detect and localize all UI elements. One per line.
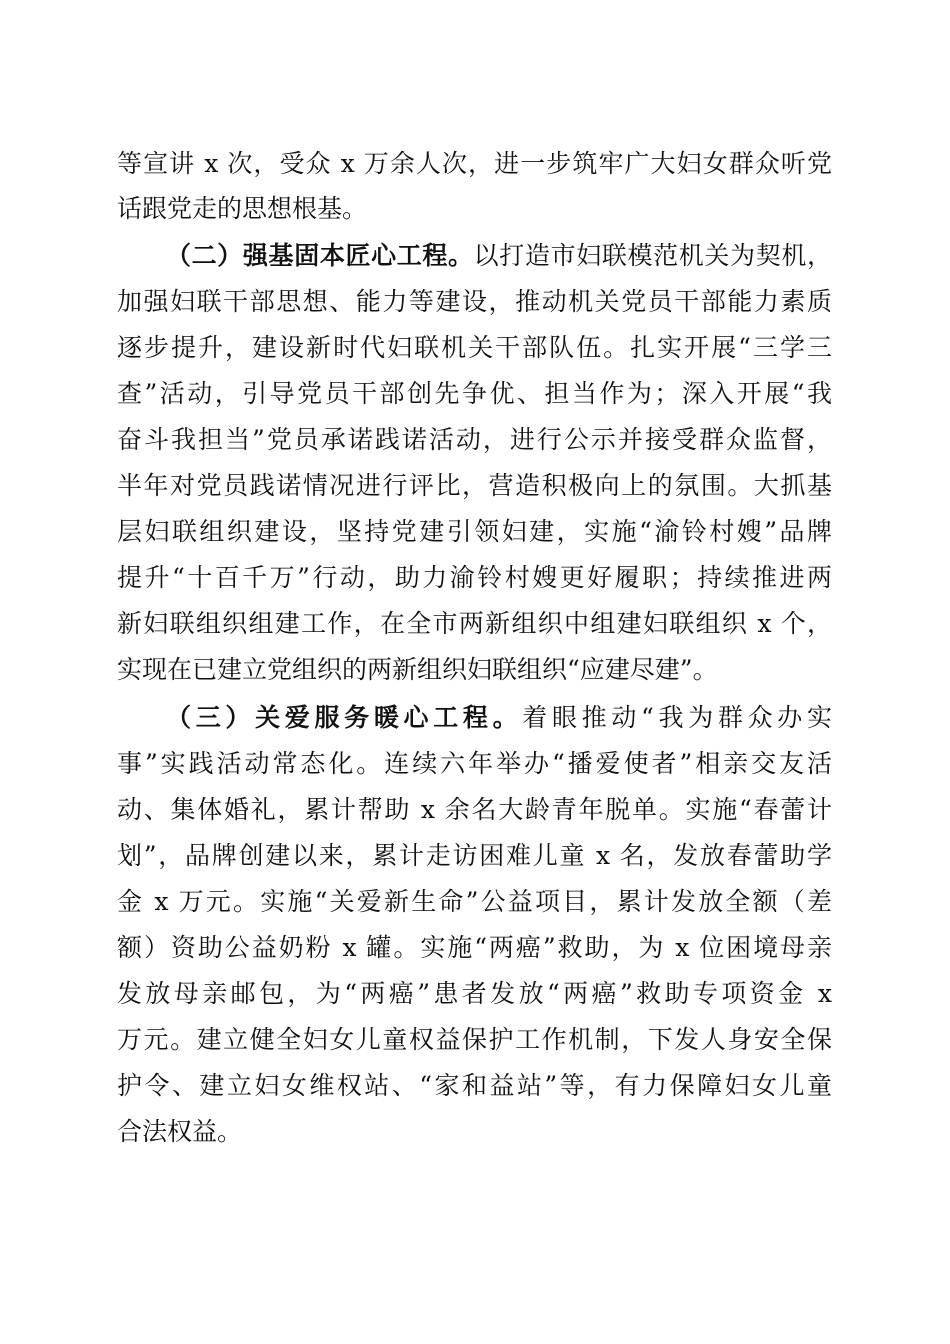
- paragraph-line: 划”，品牌创建以来，累计走访困难儿童 x 名，发放春蕾助学: [117, 841, 832, 870]
- paragraph-line: 金 x 万元。实施“关爱新生命”公益项目，累计发放全额（差: [117, 887, 832, 916]
- section-2-first-line-text: 以打造市妇联模范机关为契机，: [473, 241, 832, 270]
- paragraph-line: 话跟党走的思想根基。: [117, 194, 368, 223]
- section-3-first-line: [166, 698, 832, 738]
- paragraph-line: 提升“十百千万”行动，助力渝铃村嫂更好履职；持续推进两: [117, 563, 832, 592]
- paragraph-line: 额）资助公益奶粉 x 罐。实施“两癌”救助，为 x 位困境母亲: [117, 933, 832, 962]
- paragraph-line: 等宣讲 x 次，受众 x 万余人次，进一步筑牢广大妇女群众听党: [117, 149, 832, 178]
- paragraph-line: 动、集体婚礼，累计帮助 x 余名大龄青年脱单。实施“春蕾计: [117, 795, 832, 824]
- paragraph-line: 实现在已建立党组织的两新组织妇联组织“应建尽建”。: [117, 655, 718, 684]
- paragraph-line: 事”实践活动常态化。连续六年举办“播爱使者”相亲交友活: [117, 749, 832, 778]
- paragraph-line: 层妇联组织建设，坚持党建引领妇建，实施“渝铃村嫂”品牌: [117, 517, 832, 546]
- section-2-heading: （二）强基固本匠心工程。: [166, 241, 474, 270]
- paragraph-line: 逐步提升，建设新时代妇联机关干部队伍。扎实开展“三学三: [117, 333, 832, 362]
- paragraph-line: 合法权益。: [117, 1117, 243, 1146]
- paragraph-line: 万元。建立健全妇女儿童权益保护工作机制，下发人身安全保: [117, 1025, 832, 1054]
- paragraph-line: 发放母亲邮包，为“两癌”患者发放“两癌”救助专项资金 x: [117, 979, 832, 1008]
- paragraph-line: 查”活动，引导党员干部创先争优、担当作为；深入开展“我: [117, 379, 832, 408]
- section-3-first-line-text: 着眼推动“我为群众办实: [522, 703, 832, 732]
- paragraph-line: 半年对党员践诺情况进行评比，营造积极向上的氛围。大抓基: [117, 471, 832, 500]
- paragraph-line: 奋斗我担当”党员承诺践诺活动，进行公示并接受群众监督，: [117, 425, 832, 454]
- paragraph-line: 护令、建立妇女维权站、“家和益站”等，有力保障妇女儿童: [117, 1071, 832, 1100]
- paragraph-line: 加强妇联干部思想、能力等建设，推动机关党员干部能力素质: [117, 287, 832, 316]
- section-2-first-line: [166, 236, 832, 276]
- paragraph-line: 新妇联组织组建工作，在全市两新组织中组建妇联组织 x 个，: [117, 609, 832, 638]
- section-3-heading: （三）关爱服务暖心工程。: [166, 703, 523, 732]
